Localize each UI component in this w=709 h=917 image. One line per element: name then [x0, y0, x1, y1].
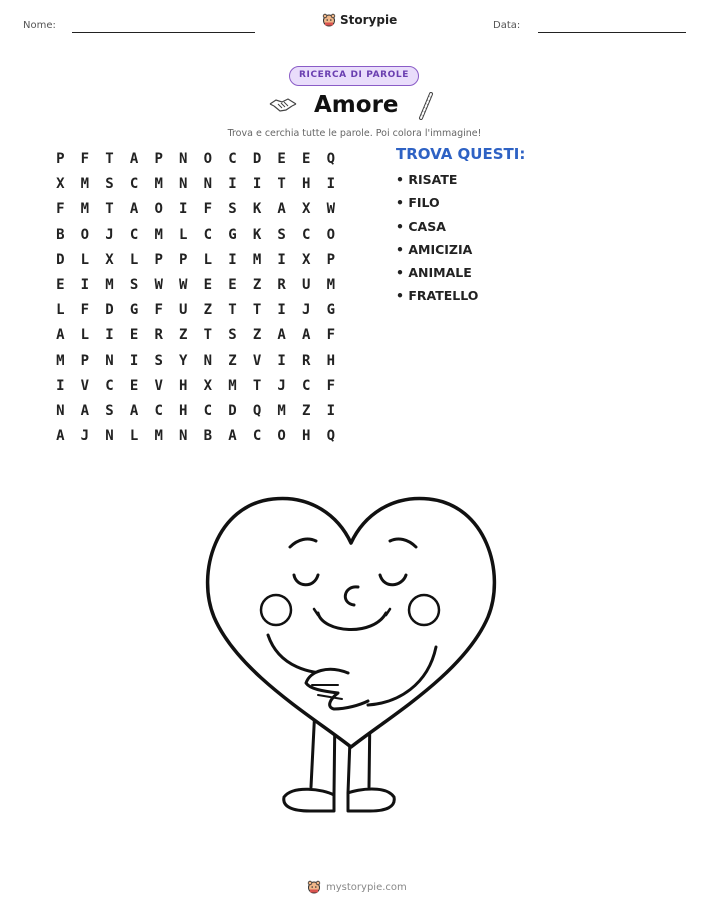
grid-letter[interactable]: J [277, 377, 286, 394]
grid-letter[interactable]: I [129, 352, 139, 369]
grid-letter[interactable]: F [203, 201, 213, 218]
grid-letter[interactable]: I [277, 302, 286, 319]
grid-row [48, 323, 343, 348]
grid-letter[interactable]: H [179, 402, 188, 419]
brand-name: Storypie [340, 13, 398, 27]
grid-letter[interactable]: F [154, 302, 163, 319]
grid-letter[interactable]: M [228, 377, 237, 394]
grid-letter[interactable]: D [252, 151, 262, 167]
grid-letter[interactable]: C [154, 402, 163, 419]
grid-letter[interactable]: N [179, 176, 188, 193]
grid-letter[interactable]: O [203, 151, 213, 167]
grid-row [48, 374, 343, 399]
date-field-line[interactable] [538, 32, 686, 33]
name-label: Nome: [23, 20, 56, 31]
grid-letter[interactable]: I [252, 176, 262, 193]
word-list [396, 170, 478, 310]
grid-letter[interactable]: T [252, 377, 262, 394]
grid-row [48, 223, 343, 248]
grid-letter[interactable]: A [129, 151, 139, 167]
grid-letter[interactable]: E [203, 276, 213, 293]
grid-letter[interactable]: T [105, 151, 114, 167]
grid-letter[interactable]: I [228, 251, 237, 268]
grid-letter[interactable]: N [203, 352, 213, 369]
grid-letter[interactable]: Z [252, 276, 262, 293]
grid-letter[interactable]: X [105, 251, 114, 268]
grid-letter[interactable]: N [105, 352, 114, 369]
grid-letter[interactable]: K [252, 201, 262, 218]
grid-letter[interactable]: W [179, 276, 188, 293]
grid-letter[interactable]: N [203, 176, 213, 193]
grid-letter[interactable]: L [129, 428, 139, 445]
word-list-item: • CASA [396, 218, 446, 234]
category-badge: RICERCA DI PAROLE [289, 66, 419, 86]
grid-letter[interactable]: M [154, 428, 163, 445]
grid-letter[interactable]: C [252, 428, 262, 445]
grid-letter[interactable]: H [326, 352, 336, 369]
grid-letter[interactable]: M [252, 251, 262, 268]
grid-letter[interactable]: R [154, 327, 163, 344]
grid-letter[interactable]: I [277, 352, 286, 369]
grid-letter[interactable]: N [179, 428, 188, 445]
grid-letter[interactable]: A [277, 327, 286, 344]
grid-letter[interactable]: T [277, 176, 286, 193]
grid-letter[interactable]: H [302, 428, 311, 445]
grid-letter[interactable]: A [228, 428, 237, 445]
grid-letter[interactable]: I [277, 251, 286, 268]
grid-letter[interactable]: D [105, 302, 114, 319]
grid-letter[interactable]: M [80, 176, 90, 193]
grid-letter[interactable]: Z [302, 402, 311, 419]
brand-logo [322, 13, 397, 27]
grid-letter[interactable]: U [302, 276, 311, 293]
grid-letter[interactable]: F [80, 302, 90, 319]
date-label: Data: [493, 20, 521, 31]
grid-letter[interactable]: R [277, 276, 286, 293]
grid-letter[interactable]: M [154, 176, 163, 193]
storypie-logo-icon [307, 880, 321, 894]
grid-letter[interactable]: W [154, 276, 163, 293]
grid-letter[interactable]: W [326, 201, 336, 218]
grid-letter[interactable]: P [80, 352, 90, 369]
grid-letter[interactable]: K [252, 226, 262, 243]
word-list-item: • FRATELLO [396, 288, 479, 304]
grid-letter[interactable]: C [203, 226, 213, 243]
grid-letter[interactable]: N [105, 428, 114, 445]
name-field-line[interactable] [72, 32, 255, 33]
grid-letter[interactable]: C [302, 377, 311, 394]
grid-letter[interactable]: M [326, 276, 336, 293]
grid-letter[interactable]: I [80, 276, 90, 293]
word-list-item: • AMICIZIA [396, 241, 473, 257]
grid-letter[interactable]: U [179, 302, 188, 319]
grid-letter[interactable]: T [203, 327, 213, 344]
grid-letter[interactable]: S [105, 176, 114, 193]
word-list-item: • RISATE [396, 172, 458, 187]
grid-letter[interactable]: N [56, 402, 65, 419]
grid-letter[interactable]: B [203, 428, 213, 445]
grid-letter[interactable]: C [105, 377, 114, 394]
grid-letter[interactable]: L [129, 251, 139, 268]
grid-letter[interactable]: J [80, 428, 90, 445]
grid-row [48, 172, 343, 197]
grid-letter[interactable]: T [252, 302, 262, 319]
grid-letter[interactable]: B [56, 226, 65, 243]
grid-letter[interactable]: I [105, 327, 114, 344]
grid-letter[interactable]: A [129, 201, 139, 218]
grid-letter[interactable]: T [105, 201, 114, 218]
grid-letter[interactable]: J [105, 226, 114, 243]
grid-letter[interactable]: I [326, 176, 336, 193]
grid-letter[interactable]: X [56, 176, 65, 193]
grid-letter[interactable]: C [203, 402, 213, 419]
handshake-icon [268, 94, 298, 116]
grid-letter[interactable]: S [228, 201, 237, 218]
grid-letter[interactable]: F [56, 201, 65, 218]
grid-letter[interactable]: T [228, 302, 237, 319]
grid-letter[interactable]: M [56, 352, 65, 369]
grid-letter[interactable]: S [228, 327, 237, 344]
grid-letter[interactable]: X [302, 251, 311, 268]
grid-letter[interactable]: M [105, 276, 114, 293]
grid-letter[interactable]: R [302, 352, 311, 369]
grid-letter[interactable]: I [228, 176, 237, 193]
grid-letter[interactable]: O [326, 226, 336, 243]
grid-letter[interactable]: Z [203, 302, 213, 319]
grid-row [48, 349, 343, 374]
grid-letter[interactable]: E [129, 377, 139, 394]
word-list-title: TROVA QUESTI: [396, 145, 526, 163]
grid-letter[interactable]: A [80, 402, 90, 419]
word-list-item: • ANIMALE [396, 265, 472, 281]
grid-letter[interactable]: G [228, 226, 237, 243]
grid-row [48, 147, 343, 172]
word-list-item: • FILO [396, 195, 440, 211]
grid-letter[interactable]: P [326, 251, 336, 268]
grid-letter[interactable]: L [179, 226, 188, 243]
grid-letter[interactable]: Q [252, 402, 262, 419]
grid-letter[interactable]: Q [326, 151, 336, 167]
grid-letter[interactable]: P [179, 251, 188, 268]
grid-letter[interactable]: L [203, 251, 213, 268]
grid-letter[interactable]: L [80, 251, 90, 268]
grid-letter[interactable]: F [326, 327, 336, 344]
grid-letter[interactable]: C [129, 176, 139, 193]
title-row [268, 92, 436, 124]
grid-letter[interactable]: O [154, 201, 163, 218]
grid-letter[interactable]: N [179, 151, 188, 167]
grid-letter[interactable]: F [326, 377, 336, 394]
grid-letter[interactable]: M [277, 402, 286, 419]
grid-letter[interactable]: V [80, 377, 90, 394]
grid-letter[interactable]: S [277, 226, 286, 243]
grid-letter[interactable]: Z [228, 352, 237, 369]
grid-letter[interactable]: E [277, 151, 286, 167]
grid-letter[interactable]: P [154, 251, 163, 268]
grid-letter[interactable]: I [56, 377, 65, 394]
grid-letter[interactable]: X [302, 201, 311, 218]
rope-icon [416, 92, 436, 120]
grid-letter[interactable]: E [228, 276, 237, 293]
grid-letter[interactable]: P [154, 151, 163, 167]
footer [307, 880, 407, 894]
grid-letter[interactable]: L [80, 327, 90, 344]
grid-letter[interactable]: A [56, 428, 65, 445]
word-search-grid [48, 147, 343, 449]
grid-letter[interactable]: C [302, 226, 311, 243]
grid-letter[interactable]: C [129, 226, 139, 243]
grid-letter[interactable]: E [302, 151, 311, 167]
grid-letter[interactable]: D [56, 251, 65, 268]
grid-letter[interactable]: A [277, 201, 286, 218]
grid-letter[interactable]: O [277, 428, 286, 445]
grid-letter[interactable]: X [203, 377, 213, 394]
grid-letter[interactable]: L [56, 302, 65, 319]
grid-letter[interactable]: J [302, 302, 311, 319]
grid-row [48, 424, 343, 449]
grid-letter[interactable]: V [154, 377, 163, 394]
grid-letter[interactable]: Z [179, 327, 188, 344]
footer-url[interactable]: mystorypie.com [326, 881, 407, 893]
grid-letter[interactable]: H [179, 377, 188, 394]
grid-letter[interactable]: G [129, 302, 139, 319]
page-title: Amore [314, 92, 399, 118]
grid-row [48, 298, 343, 323]
grid-letter[interactable]: S [105, 402, 114, 419]
grid-row [48, 197, 343, 222]
grid-letter[interactable]: S [129, 276, 139, 293]
storypie-logo-icon [322, 13, 336, 27]
grid-letter[interactable]: A [302, 327, 311, 344]
grid-letter[interactable]: S [154, 352, 163, 369]
grid-letter[interactable]: Z [252, 327, 262, 344]
grid-row [48, 248, 343, 273]
instructions: Trova e cerchia tutte le parole. Poi colora l'immagine! [227, 128, 482, 139]
grid-letter[interactable]: Y [179, 352, 188, 369]
grid-letter[interactable]: H [302, 176, 311, 193]
grid-row [48, 399, 343, 424]
grid-letter[interactable]: E [56, 276, 65, 293]
grid-letter[interactable]: I [179, 201, 188, 218]
grid-letter[interactable]: A [129, 402, 139, 419]
grid-letter[interactable]: F [80, 151, 90, 167]
grid-letter[interactable]: P [56, 151, 65, 167]
grid-row [48, 273, 343, 298]
grid-letter[interactable]: V [252, 352, 262, 369]
grid-letter[interactable]: M [80, 201, 90, 218]
grid-letter[interactable]: C [228, 151, 237, 167]
grid-letter[interactable]: A [56, 327, 65, 344]
grid-letter[interactable]: M [154, 226, 163, 243]
grid-letter[interactable]: I [326, 402, 336, 419]
grid-letter[interactable]: G [326, 302, 336, 319]
heart-character-illustration [198, 495, 518, 825]
grid-letter[interactable]: D [228, 402, 237, 419]
grid-letter[interactable]: E [129, 327, 139, 344]
grid-letter[interactable]: Q [326, 428, 336, 445]
grid-letter[interactable]: O [80, 226, 90, 243]
